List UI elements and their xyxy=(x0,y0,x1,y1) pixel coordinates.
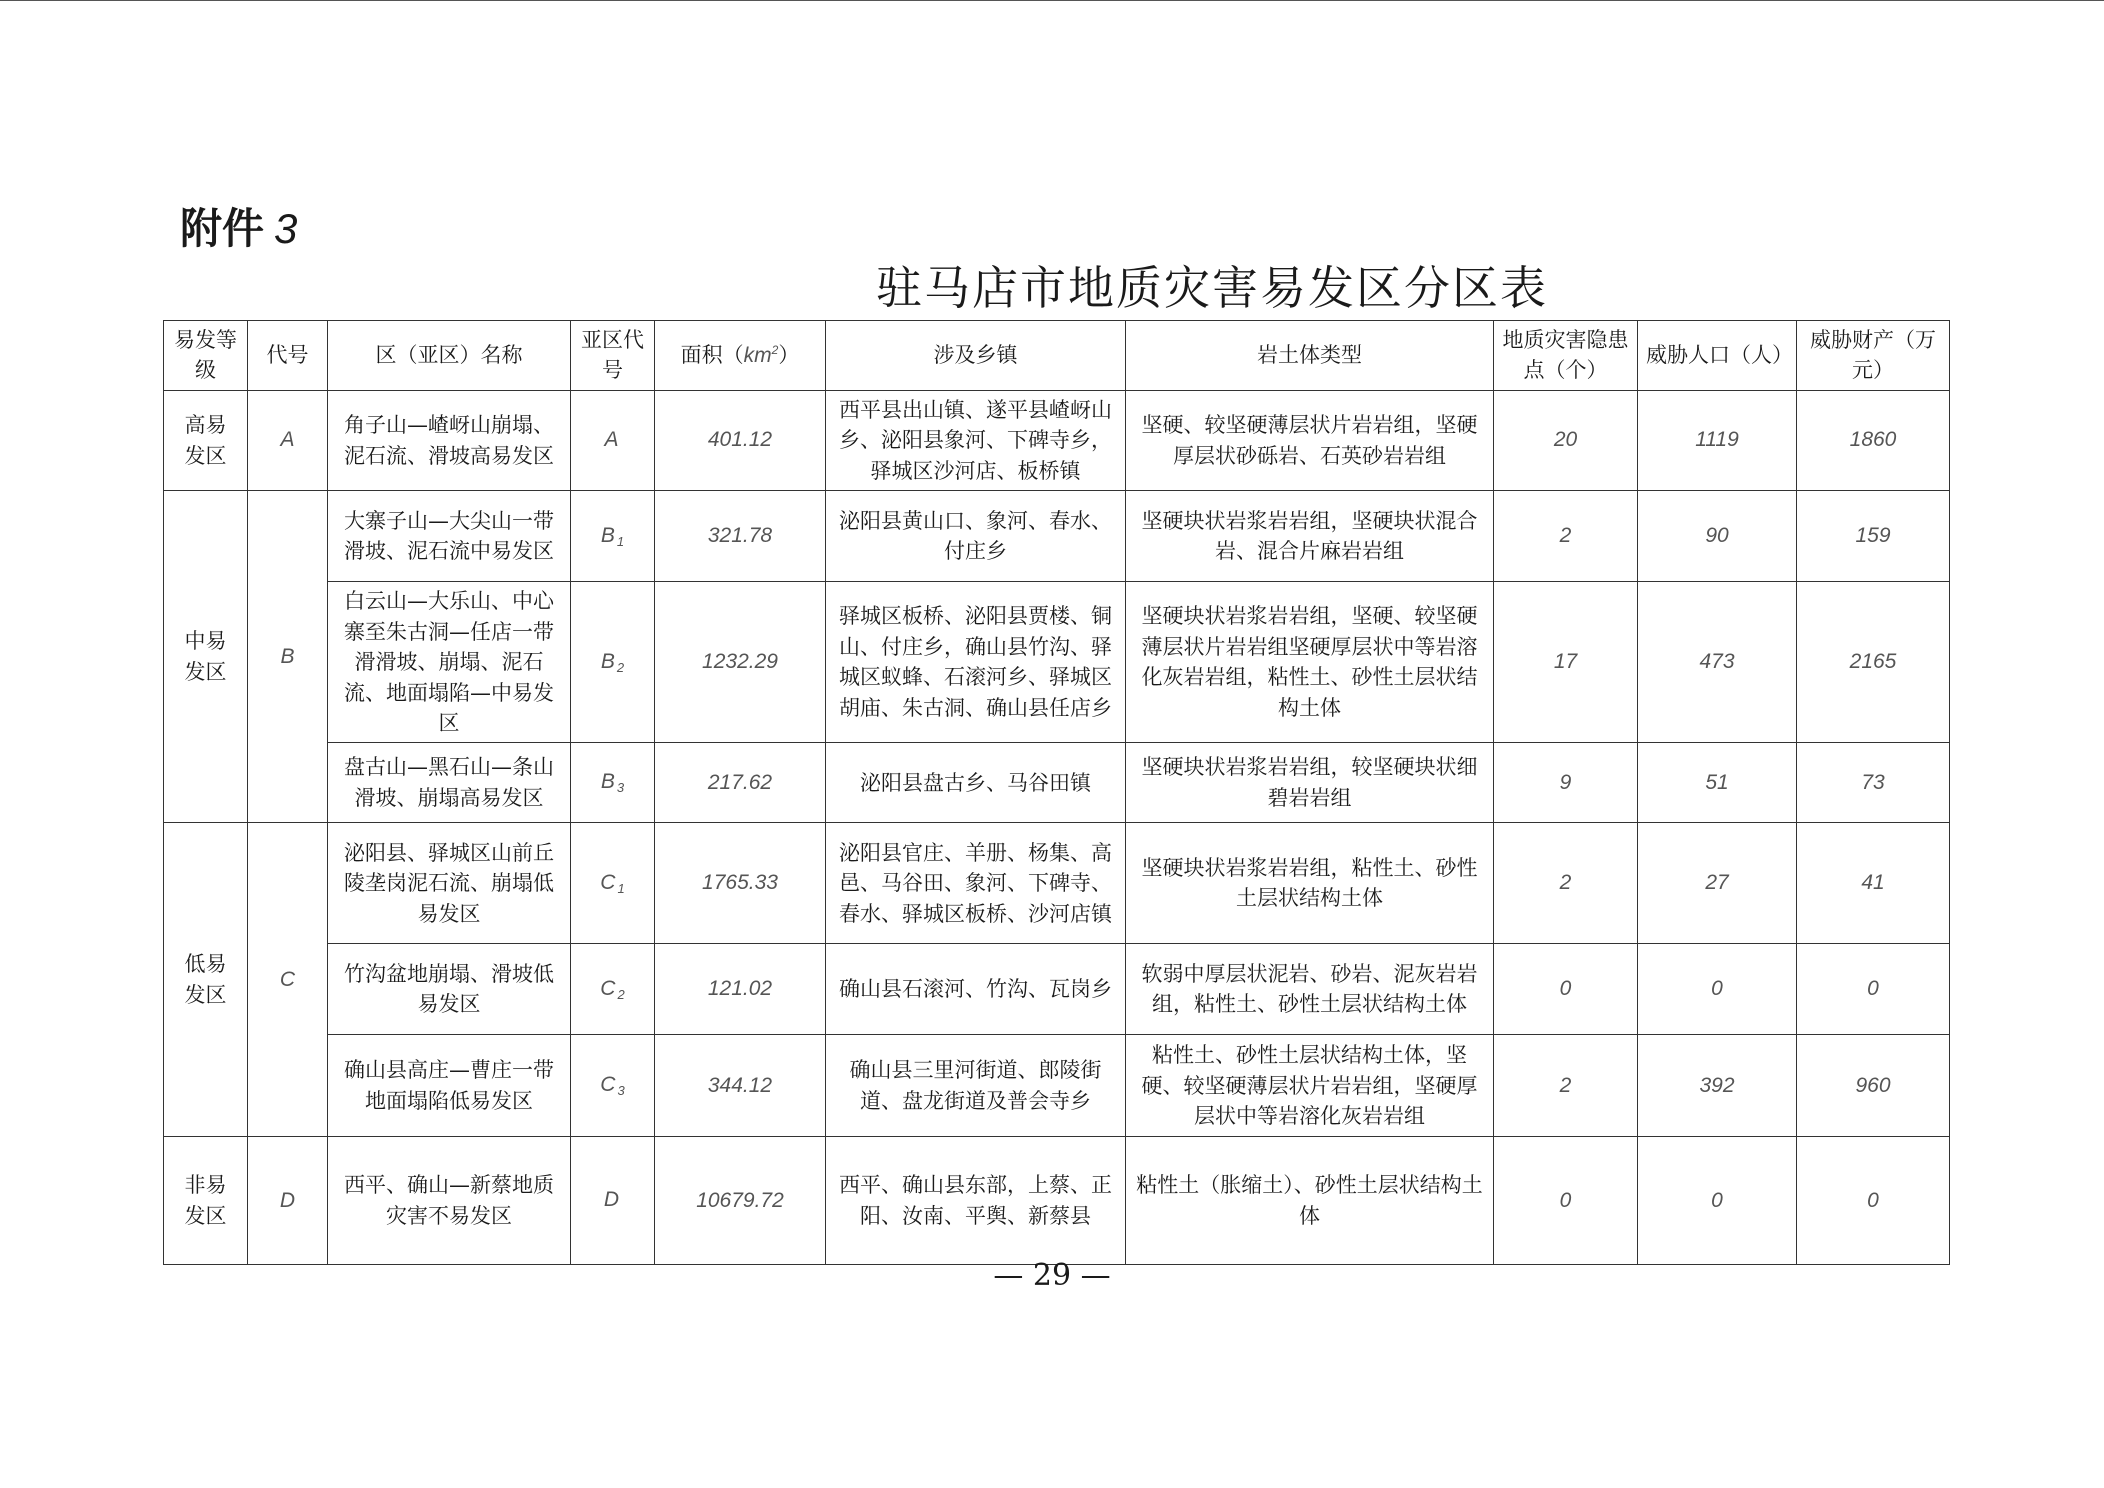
rock-cell: 软弱中厚层状泥岩、砂岩、泥灰岩岩组，粘性土、砂性土层状结构土体 xyxy=(1126,944,1494,1035)
area-cell: 401.12 xyxy=(655,390,826,490)
area-cell: 1765.33 xyxy=(655,823,826,944)
code-cell: C xyxy=(248,823,328,1137)
zone-name-cell: 盘古山—黑石山—条山滑坡、崩塌高易发区 xyxy=(328,743,571,823)
subcode-cell xyxy=(571,944,655,1035)
header-hazards: 地质灾害隐患点（个） xyxy=(1494,321,1638,391)
subcode-index: 2 xyxy=(617,986,625,1002)
towns-cell: 泌阳县官庄、羊册、杨集、高邑、马谷田、象河、下碑寺、春水、驿城区板桥、沙河店镇 xyxy=(826,823,1126,944)
rock-cell: 坚硬块状岩浆岩岩组，坚硬、较坚硬薄层状片岩岩组坚硬厚层状中等岩溶化灰岩岩组，粘性土、砂性土层状结构土体 xyxy=(1126,582,1494,743)
subcode-letter: B xyxy=(600,523,615,547)
towns-cell: 西平县出山镇、遂平县嵖岈山乡、泌阳县象河、下碑寺乡，驿城区沙河店、板桥镇 xyxy=(826,390,1126,490)
people-cell: 392 xyxy=(1638,1035,1797,1137)
people-cell: 473 xyxy=(1638,582,1797,743)
attachment-number: 3 xyxy=(274,205,298,252)
area-cell: 344.12 xyxy=(655,1035,826,1137)
people-cell: 51 xyxy=(1638,743,1797,823)
zone-name-cell: 大寨子山—大尖山一带滑坡、泥石流中易发区 xyxy=(328,491,571,582)
header-area-prefix: 面积（ xyxy=(680,342,744,367)
subcode-index: 3 xyxy=(616,780,625,796)
rock-cell: 坚硬块状岩浆岩岩组，坚硬块状混合岩、混合片麻岩岩组 xyxy=(1126,491,1494,582)
attachment-label xyxy=(180,196,297,256)
property-cell: 960 xyxy=(1797,1035,1950,1137)
people-cell: 90 xyxy=(1638,491,1797,582)
zone-name-cell: 确山县高庄—曹庄一带地面塌陷低易发区 xyxy=(328,1035,571,1137)
towns-cell: 驿城区板桥、泌阳县贾楼、铜山、付庄乡，确山县竹沟、驿城区蚁蜂、石滚河乡、驿城区胡庙、朱古洞、确山县任店乡 xyxy=(826,582,1126,743)
table-row xyxy=(164,944,1950,1035)
header-area-exp: 2 xyxy=(771,342,779,357)
property-cell: 73 xyxy=(1797,743,1950,823)
rock-cell: 粘性土、砂性土层状结构土体，坚硬、较坚硬薄层状片岩岩组，坚硬厚层状中等岩溶化灰岩岩组 xyxy=(1126,1035,1494,1137)
rock-cell: 粘性土（胀缩土）、砂性土层状结构土体 xyxy=(1126,1137,1494,1265)
towns-cell: 泌阳县盘古乡、马谷田镇 xyxy=(826,743,1126,823)
header-towns: 涉及乡镇 xyxy=(826,321,1126,391)
table-row xyxy=(164,582,1950,743)
rock-cell: 坚硬、较坚硬薄层状片岩岩组，坚硬厚层状砂砾岩、石英砂岩岩组 xyxy=(1126,390,1494,490)
area-cell: 321.78 xyxy=(655,491,826,582)
zone-name-cell: 白云山—大乐山、中心寨至朱古洞—任店一带滑滑坡、崩塌、泥石流、地面塌陷—中易发区 xyxy=(328,582,571,743)
hazards-cell: 9 xyxy=(1494,743,1638,823)
table-row xyxy=(164,743,1950,823)
area-cell: 121.02 xyxy=(655,944,826,1035)
subcode-index: 1 xyxy=(617,880,625,896)
subcode-index: 1 xyxy=(616,533,625,549)
code-cell: B xyxy=(248,491,328,823)
grade-cell: 高易发区 xyxy=(164,390,248,490)
code-cell: A xyxy=(248,390,328,490)
header-code: 代号 xyxy=(248,321,328,391)
hazards-cell: 17 xyxy=(1494,582,1638,743)
towns-cell: 泌阳县黄山口、象河、春水、付庄乡 xyxy=(826,491,1126,582)
subcode-letter: C xyxy=(600,870,616,894)
area-cell: 10679.72 xyxy=(655,1137,826,1265)
table-row xyxy=(164,390,1950,490)
hazards-cell: 20 xyxy=(1494,390,1638,490)
rock-cell: 坚硬块状岩浆岩岩组，粘性土、砂性土层状结构土体 xyxy=(1126,823,1494,944)
hazards-cell: 2 xyxy=(1494,823,1638,944)
header-grade: 易发等级 xyxy=(164,321,248,391)
property-cell: 2165 xyxy=(1797,582,1950,743)
towns-cell: 西平、确山县东部，上蔡、正阳、汝南、平舆、新蔡县 xyxy=(826,1137,1126,1265)
subcode-letter: A xyxy=(604,428,619,452)
property-cell: 41 xyxy=(1797,823,1950,944)
table-row xyxy=(164,1035,1950,1137)
header-area-unit: km xyxy=(743,343,772,367)
table-row xyxy=(164,1137,1950,1265)
people-cell: 0 xyxy=(1638,1137,1797,1265)
subcode-letter: C xyxy=(600,1073,616,1097)
people-cell: 0 xyxy=(1638,944,1797,1035)
subcode-letter: B xyxy=(600,649,615,673)
header-people: 威胁人口（人） xyxy=(1638,321,1797,391)
header-subcode: 亚区代号 xyxy=(571,321,655,391)
subcode-cell xyxy=(571,1137,655,1265)
property-cell: 0 xyxy=(1797,944,1950,1035)
hazard-zone-table xyxy=(163,320,1950,1265)
grade-cell: 中易发区 xyxy=(164,491,248,823)
header-name: 区（亚区）名称 xyxy=(328,321,571,391)
hazards-cell: 2 xyxy=(1494,491,1638,582)
property-cell: 1860 xyxy=(1797,390,1950,490)
code-cell: D xyxy=(248,1137,328,1265)
zone-name-cell: 角子山—嵖岈山崩塌、泥石流、滑坡高易发区 xyxy=(328,390,571,490)
hazards-cell: 0 xyxy=(1494,1137,1638,1265)
header-area-suffix: ） xyxy=(778,342,800,367)
people-cell: 27 xyxy=(1638,823,1797,944)
table-header-row xyxy=(164,321,1950,391)
grade-cell: 低易发区 xyxy=(164,823,248,1137)
rock-cell: 坚硬块状岩浆岩岩组，较坚硬块状细碧岩岩组 xyxy=(1126,743,1494,823)
subcode-cell xyxy=(571,491,655,582)
subcode-index: 2 xyxy=(616,659,625,675)
hazards-cell: 2 xyxy=(1494,1035,1638,1137)
subcode-letter: C xyxy=(600,976,616,1000)
subcode-letter: B xyxy=(600,770,615,794)
zone-name-cell: 西平、确山—新蔡地质灾害不易发区 xyxy=(328,1137,571,1265)
attachment-text: 附件 xyxy=(180,204,265,253)
subcode-cell xyxy=(571,390,655,490)
area-cell: 217.62 xyxy=(655,743,826,823)
page-number: — 29 — xyxy=(993,1258,1111,1293)
table-row xyxy=(164,491,1950,582)
hazards-cell: 0 xyxy=(1494,944,1638,1035)
property-cell: 0 xyxy=(1797,1137,1950,1265)
subcode-cell xyxy=(571,582,655,743)
people-cell: 1119 xyxy=(1638,390,1797,490)
table-row xyxy=(164,823,1950,944)
property-cell: 159 xyxy=(1797,491,1950,582)
header-rock: 岩土体类型 xyxy=(1126,321,1494,391)
subcode-cell xyxy=(571,823,655,944)
subcode-cell xyxy=(571,743,655,823)
area-cell: 1232.29 xyxy=(655,582,826,743)
subcode-cell xyxy=(571,1035,655,1137)
page-title: 驻马店市地质灾害易发区分区表 xyxy=(876,261,1548,315)
subcode-index: 3 xyxy=(617,1083,625,1099)
towns-cell: 确山县石滚河、竹沟、瓦岗乡 xyxy=(826,944,1126,1035)
subcode-letter: D xyxy=(603,1188,620,1212)
grade-cell: 非易发区 xyxy=(164,1137,248,1265)
header-area xyxy=(655,321,826,391)
header-property: 威胁财产（万元） xyxy=(1797,321,1950,391)
towns-cell: 确山县三里河街道、郎陵街道、盘龙街道及普会寺乡 xyxy=(826,1035,1126,1137)
zone-name-cell: 泌阳县、驿城区山前丘陵垄岗泥石流、崩塌低易发区 xyxy=(328,823,571,944)
page-top-border xyxy=(0,0,2104,1)
zone-name-cell: 竹沟盆地崩塌、滑坡低易发区 xyxy=(328,944,571,1035)
